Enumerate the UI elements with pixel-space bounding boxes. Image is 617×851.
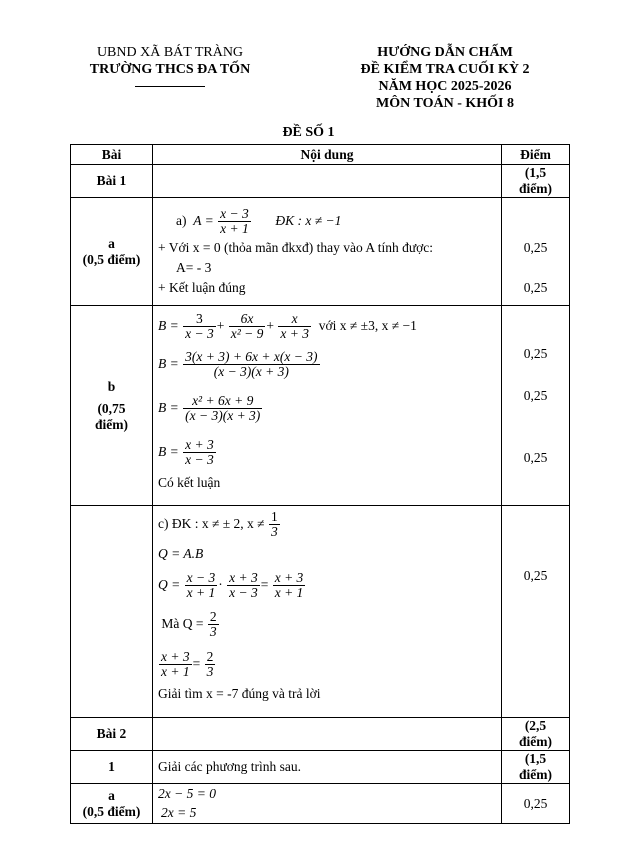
score: 0,25: [523, 388, 548, 403]
expr-a-label: A =: [193, 213, 214, 228]
spacer: [507, 364, 564, 386]
fraction: [205, 650, 216, 679]
school-year: NĂM HỌC 2025-2026: [378, 79, 512, 94]
fraction-numerator: x + 3: [185, 437, 214, 453]
fraction-denominator: x + 1: [186, 585, 216, 601]
b-step3: [158, 390, 496, 426]
fraction: [185, 571, 218, 600]
fraction-numerator: 2: [209, 609, 217, 625]
part-a-line4: + Kết luận đúng: [158, 280, 246, 295]
b-step2: [158, 346, 496, 382]
condition-text: với x ≠ ±3, x ≠ −1: [318, 318, 417, 333]
spacer: [507, 506, 564, 566]
fraction-denominator: x + 1: [274, 585, 304, 601]
fraction: [183, 312, 216, 341]
b-step4: [158, 434, 496, 470]
part-a-label-cell: [71, 198, 153, 306]
fraction-denominator: x² − 9: [230, 326, 264, 342]
fraction-numerator: 1: [270, 509, 278, 525]
bai1-score: (1,5 điểm): [502, 165, 570, 198]
fraction-numerator: 6x: [229, 312, 266, 327]
c-q-label: Q =: [158, 577, 181, 592]
fraction-denominator: 3: [209, 624, 217, 640]
q1-content: Giải các phương trình sau.: [153, 751, 502, 784]
fraction: [229, 312, 266, 341]
expr-b-label: B =: [158, 318, 179, 333]
part-b-conclusion: Có kết luận: [158, 475, 221, 490]
c-q-eq: Q = A.B: [158, 546, 204, 561]
score: 0,25: [523, 280, 548, 295]
exam-name: ĐỀ KIỂM TRA CUỐI KỲ 2: [360, 62, 530, 77]
fraction: [273, 571, 306, 600]
spacer: [507, 406, 564, 448]
c-condition: [158, 506, 496, 542]
part-a-formula-line: [176, 204, 496, 238]
q1a-line2: 2x = 5: [161, 804, 197, 820]
table-row: [71, 506, 570, 718]
grading-table: [70, 144, 570, 824]
fraction-numerator: x² + 6x + 9: [183, 394, 262, 409]
col-header-bai: Bài: [71, 145, 153, 165]
fraction-denominator: 3: [270, 524, 278, 540]
fraction-numerator: x + 3: [274, 570, 304, 586]
fraction-numerator: x: [278, 312, 311, 327]
fraction-denominator: x + 3: [280, 326, 309, 342]
col-header-diem: Điểm: [502, 145, 570, 165]
empty-cell: [153, 718, 502, 751]
fraction: [183, 350, 319, 379]
part-a-intro: a): [176, 213, 187, 228]
fraction: [183, 438, 216, 467]
b-step1: B = $\frac{3}{x - 3}$ + $\frac{6x}{\text{x² − 9}}$ + $\frac{x}{x + 3}$ với x ≠ ±3, x ≠ −1: [158, 311, 417, 342]
fraction-denominator: (x − 3)(x + 3): [213, 364, 289, 380]
q1a-score: 0,25: [502, 784, 570, 824]
fraction-numerator: 3(x + 3) + 6x + x(x − 3): [185, 349, 318, 365]
q1a-content: [153, 784, 502, 824]
part-b-label-cell: [71, 306, 153, 506]
fraction: [208, 610, 219, 639]
table-row: [71, 751, 570, 784]
c-ma-q-label: Mà Q =: [161, 616, 204, 631]
fraction-numerator: x + 3: [161, 649, 190, 665]
fraction-numerator: 3: [183, 312, 216, 327]
table-row: [71, 306, 570, 506]
fraction-numerator: x − 3: [220, 206, 249, 222]
q1a-line1: 2x − 5 = 0: [158, 785, 216, 801]
part-b-points-2: điểm): [95, 416, 128, 432]
score: 0,25: [523, 240, 548, 255]
q1a-points: (0,5 điểm): [82, 803, 141, 819]
table-row: [71, 198, 570, 306]
part-b-label: b: [107, 378, 116, 394]
c-ma-q: [158, 604, 496, 644]
exam-version: ĐỀ SỐ 1: [282, 125, 335, 140]
fraction-numerator: x + 3: [229, 570, 258, 586]
spacer: [507, 198, 564, 238]
fraction-denominator: x + 1: [161, 664, 190, 680]
score: 0,25: [523, 568, 548, 583]
part-a-content: [153, 198, 502, 306]
c-equation: $\frac{x + 3}{x + 1}$ = $\frac{2}{3}$: [161, 649, 214, 680]
q1a-label-cell: [71, 784, 153, 824]
part-a-line3: A= - 3: [176, 260, 212, 275]
score: 0,25: [523, 450, 548, 465]
part-c-content: [153, 506, 502, 718]
empty-cell: [153, 165, 502, 198]
expr-b-label: B =: [158, 356, 179, 371]
spacer: [507, 258, 564, 278]
table-header-row: [71, 145, 570, 165]
header-underline: [135, 86, 205, 87]
score: 0,25: [523, 346, 548, 361]
header-title-block: [330, 44, 560, 112]
header-commune: UBND XÃ BÁT TRÀNG: [96, 45, 244, 60]
bai2-label: Bài 2: [71, 718, 153, 751]
header-school-name: TRƯỜNG THCS ĐA TỐN: [89, 62, 251, 77]
fraction: [269, 510, 280, 539]
spacer: [507, 306, 564, 344]
fraction-denominator: x − 3: [185, 326, 214, 342]
part-a-line2: + Với x = 0 (thỏa mãn đkxđ) thay vào A tính được:: [158, 240, 434, 255]
condition-text: ĐK : x ≠ −1: [275, 213, 342, 228]
fraction-numerator: x − 3: [186, 570, 216, 586]
fraction-denominator: (x − 3)(x + 3): [185, 408, 261, 424]
empty-cell: [71, 506, 153, 718]
expr-b-label: B =: [158, 444, 179, 459]
col-header-noi-dung: Nội dung: [153, 145, 502, 165]
header-school: [60, 44, 280, 87]
fraction-numerator: 2: [206, 649, 214, 665]
c-q-product: Q = $\frac{x - 3}{x + 1}$ · $\frac{x + 3}{x - 3}$ = $\frac{x + 3}{x + 1}$: [158, 570, 304, 601]
part-a-label: a: [108, 235, 115, 251]
fraction: [183, 394, 262, 423]
part-b-points-1: (0,75: [97, 400, 126, 416]
part-c-scores: [502, 506, 570, 718]
subject-grade: MÔN TOÁN - KHỐI 8: [376, 96, 514, 111]
fraction-denominator: x + 1: [220, 221, 249, 237]
bai2-score: (2,5 điểm): [502, 718, 570, 751]
part-b-content: [153, 306, 502, 506]
fraction: [278, 312, 311, 341]
q1-label: 1: [71, 751, 153, 784]
bai1-label: Bài 1: [71, 165, 153, 198]
part-b-scores: [502, 306, 570, 506]
table-row: [71, 784, 570, 824]
fraction-denominator: 3: [206, 664, 214, 680]
q1a-label: a: [108, 787, 115, 803]
fraction-denominator: x − 3: [185, 452, 214, 468]
fraction-denominator: x − 3: [229, 585, 258, 601]
doc-title: HƯỚNG DẪN CHẤM: [377, 45, 513, 60]
expr-b-label: B =: [158, 400, 179, 415]
table-row: [71, 165, 570, 198]
table-row: [71, 718, 570, 751]
fraction: [227, 571, 260, 600]
part-a-points: (0,5 điểm): [82, 251, 141, 267]
c-condition-text: c) ĐK : x ≠ ± 2, x ≠: [158, 516, 265, 531]
part-a-scores: [502, 198, 570, 306]
c-final: Giải tìm x = -7 đúng và trả lời: [158, 686, 321, 701]
fraction: [159, 650, 192, 679]
q1-score: (1,5 điểm): [502, 751, 570, 784]
fraction: [218, 207, 251, 236]
